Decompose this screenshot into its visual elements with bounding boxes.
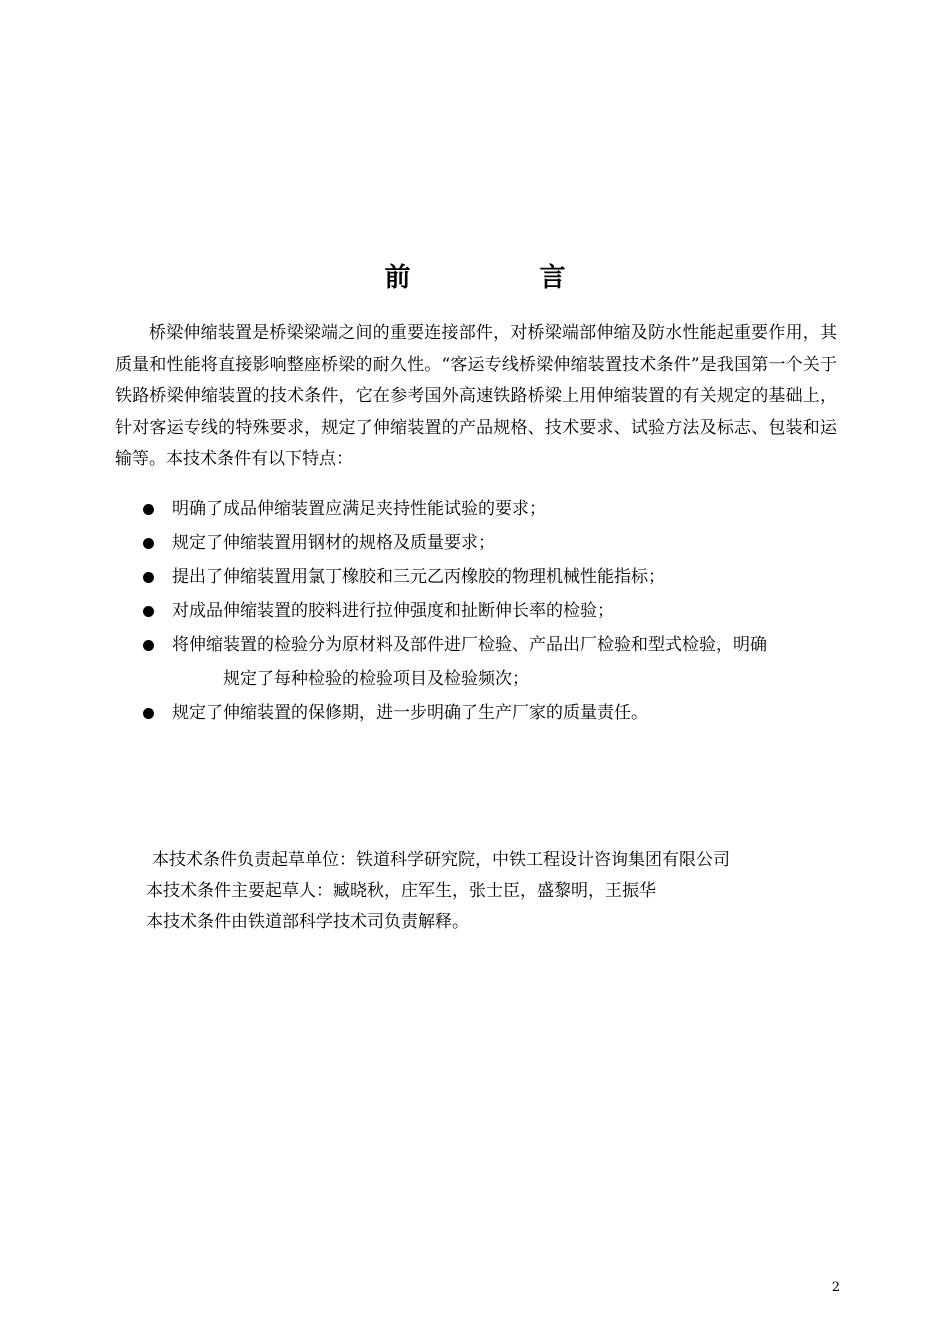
bullet-dot-icon: [143, 538, 154, 549]
bullet-dot-icon: [143, 504, 154, 515]
list-item: [115, 492, 837, 526]
feature-list: [115, 492, 837, 730]
interpretation-note: 本技术条件由铁道部科学技术司负责解释。: [146, 912, 469, 932]
list-item-text: 规定了伸缩装置的保修期，进一步明确了生产厂家的质量责任。: [172, 703, 648, 723]
list-item: [115, 594, 837, 628]
list-item-text: 对成品伸缩装置的胶料进行拉伸强度和扯断伸长率的检验；: [172, 601, 614, 621]
page-number: 2: [831, 1280, 840, 1295]
drafting-authors: 本技术条件主要起草人：臧晓秋，庄军生，张士臣，盛黎明，王振华: [146, 881, 656, 901]
list-item-text: 将伸缩装置的检验分为原材料及部件进厂检验、产品出厂检验和型式检验，明确: [172, 635, 767, 655]
bullet-dot-icon: [143, 606, 154, 617]
bullet-dot-icon: [143, 572, 154, 583]
list-item: [115, 628, 837, 696]
list-item-text: 提出了伸缩装置用氯丁橡胶和三元乙丙橡胶的物理机械性能指标；: [172, 567, 665, 587]
page-title: 前 言: [384, 263, 626, 293]
bullet-dot-icon: [143, 708, 154, 719]
list-item-text: 规定了伸缩装置用钢材的规格及质量要求；: [172, 533, 495, 553]
drafting-units: 本技术条件负责起草单位：铁道科学研究院，中铁工程设计咨询集团有限公司: [152, 850, 730, 870]
list-item-text: 明确了成品伸缩装置应满足夹持性能试验的要求；: [172, 499, 546, 519]
drafting-info: [146, 845, 846, 938]
list-item: [115, 696, 837, 730]
list-item-continuation: 规定了每种检验的检验项目及检验频次；: [223, 669, 529, 689]
list-item: [115, 526, 837, 560]
list-item: [115, 560, 837, 594]
bullet-dot-icon: [143, 640, 154, 651]
intro-paragraph: 桥梁伸缩装置是桥梁梁端之间的重要连接部件，对桥梁端部伸缩及防水性能起重要作用，其质量和性能将直接影响整座桥梁的耐久性。“客运专线桥梁伸缩装置技术条件”是我国第一个关于铁路桥梁伸缩装置的技术条件，它在参考国外高速铁路桥梁上用伸缩装置的有关规定的基础上，针对客运专线的特殊要求，规定了伸缩装置的产品规格、技术要求、试验方法及标志、包装和运输等。本技术条件有以下特点：: [115, 323, 837, 469]
